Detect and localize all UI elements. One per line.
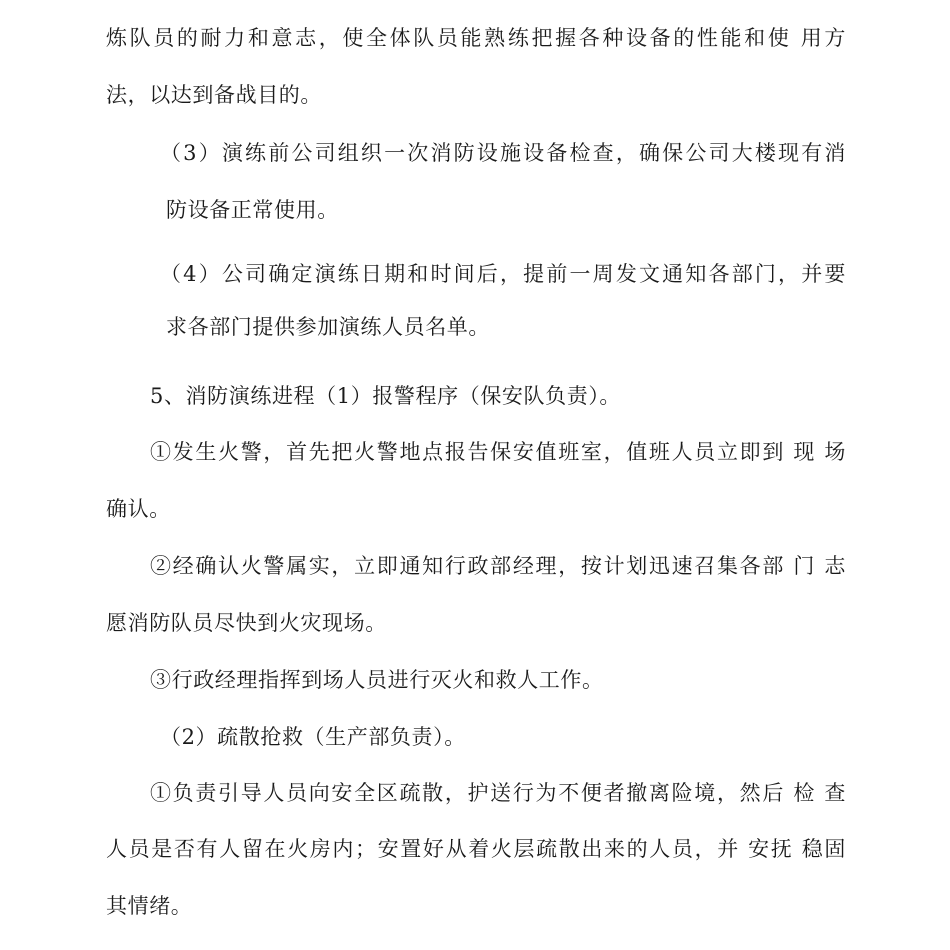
text-line-10: ②经确认火警属实，立即通知行政部经理，按计划迅速召集各部 门 志 [150, 554, 846, 578]
text-line-12: ③行政经理指挥到场人员进行灭火和救人工作。 [150, 668, 604, 692]
subsection-heading-2: （2）疏散抢救（生产部负责）。 [160, 725, 466, 749]
text-line-6: 求各部门提供参加演练人员名单。 [166, 315, 490, 339]
text-line-1: 炼队员的耐力和意志，使全体队员能熟练把握各种设备的性能和使 用方 [106, 26, 846, 50]
text-line-5: （4）公司确定演练日期和时间后，提前一周发文通知各部门，并要 [160, 262, 846, 286]
text-line-14: ①负责引导人员向安全区疏散，护送行为不便者撤离险境，然后 检 查 [150, 781, 846, 805]
section-heading-5: 5、消防演练进程（1）报警程序（保安队负责）。 [150, 384, 622, 408]
text-line-3: （3）演练前公司组织一次消防设施设备检查，确保公司大楼现有消 [160, 141, 846, 165]
text-line-8: ①发生火警，首先把火警地点报告保安值班室，值班人员立即到 现 场 [150, 440, 846, 464]
text-line-16: 其情绪。 [106, 894, 193, 918]
text-line-2: 法，以达到备战目的。 [106, 83, 322, 107]
text-line-11: 愿消防队员尽快到火灾现场。 [106, 611, 387, 635]
text-line-4: 防设备正常使用。 [166, 198, 339, 222]
text-line-15: 人员是否有人留在火房内；安置好从着火层疏散出来的人员，并 安抚 稳固 [106, 837, 846, 861]
text-line-9: 确认。 [106, 497, 171, 521]
